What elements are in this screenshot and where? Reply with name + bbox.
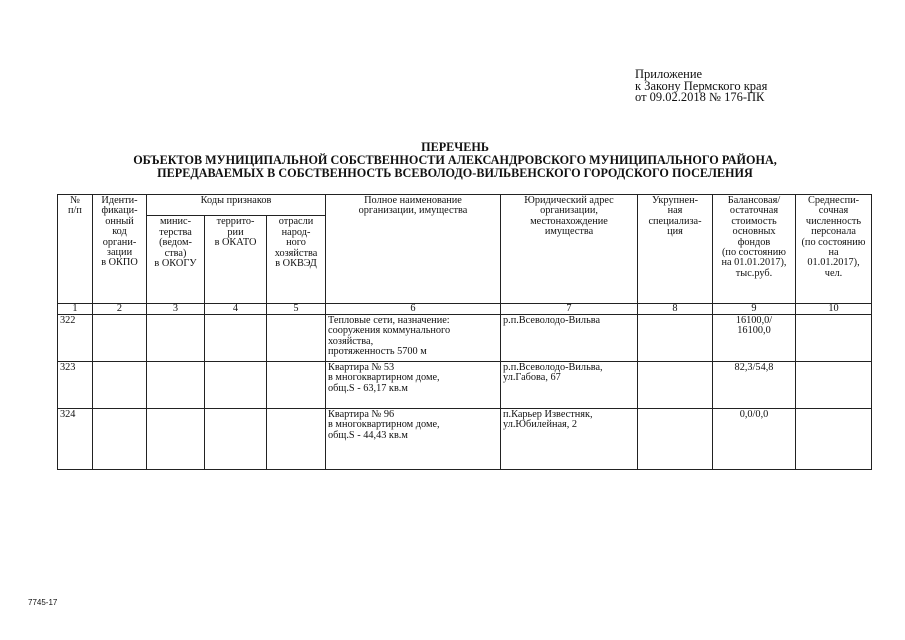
cell-address: р.п.Всеволодо-Вильва, ул.Габова, 67	[501, 362, 638, 409]
column-number: 6	[326, 304, 501, 315]
cell-num: 322	[58, 315, 93, 362]
header-codes: Коды признаков	[147, 195, 326, 216]
cell-okogu	[147, 362, 205, 409]
column-number: 9	[713, 304, 796, 315]
cell-balance: 16100,0/ 16100,0	[713, 315, 796, 362]
column-number: 2	[93, 304, 147, 315]
header-specialization: Укрупнен- ная специализа- ция	[638, 195, 713, 304]
header-num: № п/п	[58, 195, 93, 304]
document-title	[30, 141, 880, 180]
cell-okato	[205, 362, 267, 409]
column-number: 1	[58, 304, 93, 315]
cell-staff	[796, 409, 872, 470]
column-number: 3	[147, 304, 205, 315]
header-staff: Среднеспи- сочная численность персонала (по состоянию на 01.01.2017), чел.	[796, 195, 872, 304]
header-name: Полное наименование организации, имущества	[326, 195, 501, 304]
header-okved: отрасли народ- ного хозяйства в ОКВЭД	[267, 216, 326, 304]
footer-code: 7745-17	[28, 598, 58, 607]
cell-specialization	[638, 362, 713, 409]
header-okpo: Иденти- фикаци- онный код органи- зации в ОКПО	[93, 195, 147, 304]
cell-okved	[267, 409, 326, 470]
cell-staff	[796, 315, 872, 362]
cell-address: п.Карьер Известняк, ул.Юбилейная, 2	[501, 409, 638, 470]
cell-okato	[205, 315, 267, 362]
cell-okpo	[93, 362, 147, 409]
cell-balance: 82,3/54,8	[713, 362, 796, 409]
column-number: 5	[267, 304, 326, 315]
cell-okved	[267, 315, 326, 362]
column-number: 8	[638, 304, 713, 315]
header-okogu: минис- терства (ведом- ства) в ОКОГУ	[147, 216, 205, 304]
column-number: 10	[796, 304, 872, 315]
cell-okato	[205, 409, 267, 470]
cell-name: Квартира № 53 в многоквартирном доме, общ.S - 63,17 кв.м	[326, 362, 501, 409]
column-number: 7	[501, 304, 638, 315]
appendix-line: от 09.02.2018 № 176-ПК	[635, 90, 765, 104]
cell-balance: 0,0/0,0	[713, 409, 796, 470]
header-address: Юридический адрес организации, местонахождение имущества	[501, 195, 638, 304]
cell-specialization	[638, 315, 713, 362]
title-line: ПЕРЕЧЕНЬ	[421, 140, 489, 154]
table-row	[58, 315, 872, 362]
appendix-line: к Закону Пермского края	[635, 78, 768, 93]
cell-okpo	[93, 409, 147, 470]
cell-okogu	[147, 409, 205, 470]
cell-staff	[796, 362, 872, 409]
appendix-note	[635, 69, 767, 104]
cell-okogu	[147, 315, 205, 362]
title-line: ПЕРЕДАВАЕМЫХ В СОБСТВЕННОСТЬ ВСЕВОЛОДО-ВИЛЬВЕНСКОГО ГОРОДСКОГО ПОСЕЛЕНИЯ	[157, 166, 753, 180]
appendix-line: Приложение	[635, 67, 703, 81]
table-row	[58, 409, 872, 470]
property-table	[57, 194, 872, 470]
column-number-row	[58, 304, 872, 315]
cell-okved	[267, 362, 326, 409]
header-okato: террито- рии в ОКАТО	[205, 216, 267, 304]
cell-okpo	[93, 315, 147, 362]
cell-name: Квартира № 96 в многоквартирном доме, общ.S - 44,43 кв.м	[326, 409, 501, 470]
cell-num: 323	[58, 362, 93, 409]
table-row	[58, 362, 872, 409]
cell-address: р.п.Всеволодо-Вильва	[501, 315, 638, 362]
column-number: 4	[205, 304, 267, 315]
cell-num: 324	[58, 409, 93, 470]
header-row	[58, 195, 872, 216]
cell-specialization	[638, 409, 713, 470]
cell-name: Тепловые сети, назначение: сооружения коммунального хозяйства, протяженность 5700 м	[326, 315, 501, 362]
title-line: ОБЪЕКТОВ МУНИЦИПАЛЬНОЙ СОБСТВЕННОСТИ АЛЕКСАНДРОВСКОГО МУНИЦИПАЛЬНОГО РАЙОНА,	[133, 153, 777, 167]
header-balance: Балансовая/ остаточная стоимость основных фондов (по состоянию на 01.01.2017), тыс.руб.	[713, 195, 796, 304]
